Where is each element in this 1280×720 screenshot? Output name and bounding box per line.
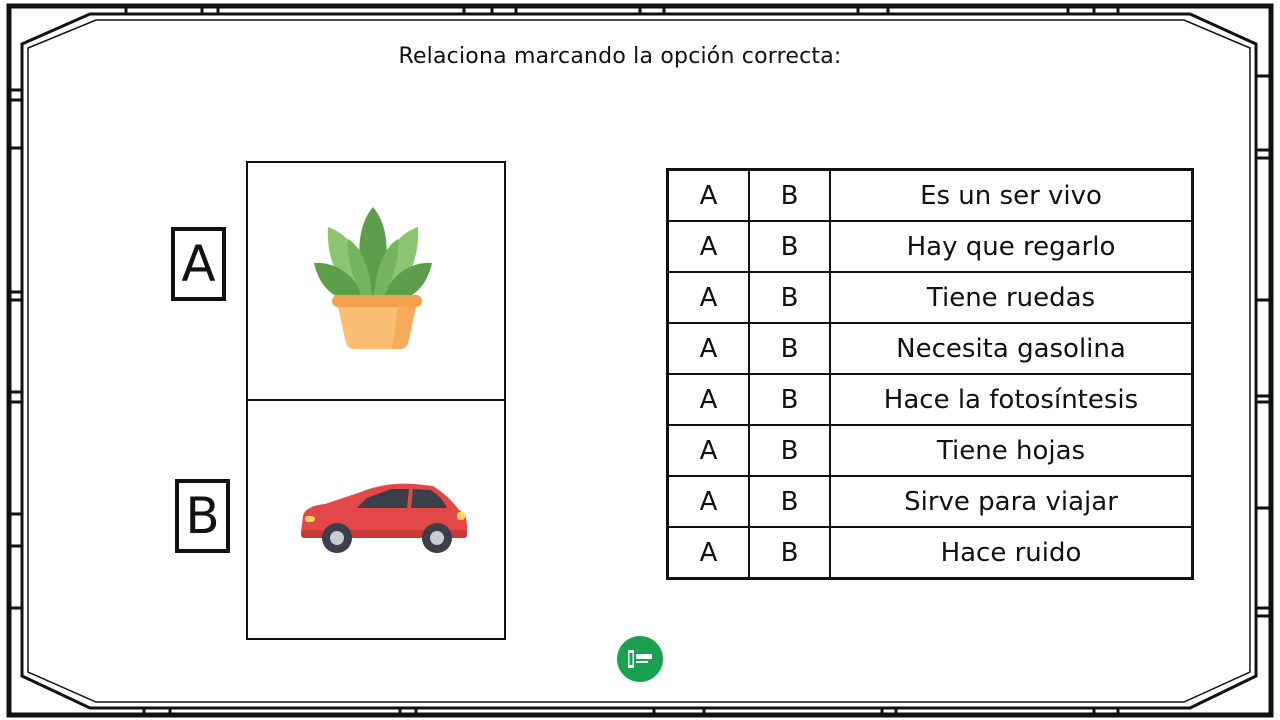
image-box-b <box>246 399 506 640</box>
car-icon <box>295 476 475 556</box>
choice-a-cell[interactable]: A <box>668 323 750 374</box>
choice-a-cell[interactable]: A <box>668 476 750 527</box>
choice-a-cell[interactable]: A <box>668 425 750 476</box>
statement-cell: Hay que regarlo <box>830 221 1193 272</box>
instruction-title: Relaciona marcando la opción correcta: <box>398 44 842 69</box>
statement-cell: Hace ruido <box>830 527 1193 579</box>
table-row <box>668 425 1193 476</box>
choice-a-cell[interactable]: A <box>668 527 750 579</box>
statement-cell: Hace la fotosíntesis <box>830 374 1193 425</box>
option-label-b: B <box>175 479 230 553</box>
option-label-a: A <box>171 227 226 301</box>
choice-a-cell[interactable]: A <box>668 221 750 272</box>
choice-b-cell[interactable]: B <box>749 221 830 272</box>
statement-cell: Sirve para viajar <box>830 476 1193 527</box>
statement-cell: Necesita gasolina <box>830 323 1193 374</box>
table-row <box>668 272 1193 323</box>
choice-b-cell[interactable]: B <box>749 374 830 425</box>
table-row <box>668 323 1193 374</box>
plant-icon <box>308 203 438 353</box>
image-box-a <box>246 161 506 401</box>
choice-a-cell[interactable]: A <box>668 374 750 425</box>
choice-b-cell[interactable]: B <box>749 527 830 579</box>
logo-badge <box>617 636 663 682</box>
table-row <box>668 476 1193 527</box>
choice-b-cell[interactable]: B <box>749 323 830 374</box>
choice-b-cell[interactable]: B <box>749 170 830 222</box>
statement-cell: Es un ser vivo <box>830 170 1193 222</box>
options-table <box>666 168 1194 580</box>
table-row <box>668 170 1193 222</box>
choice-a-cell[interactable]: A <box>668 272 750 323</box>
statement-cell: Tiene hojas <box>830 425 1193 476</box>
table-row <box>668 221 1193 272</box>
choice-b-cell[interactable]: B <box>749 476 830 527</box>
table-row <box>668 374 1193 425</box>
statement-cell: Tiene ruedas <box>830 272 1193 323</box>
table-row <box>668 527 1193 579</box>
choice-b-cell[interactable]: B <box>749 272 830 323</box>
choice-a-cell[interactable]: A <box>668 170 750 222</box>
choice-b-cell[interactable]: B <box>749 425 830 476</box>
